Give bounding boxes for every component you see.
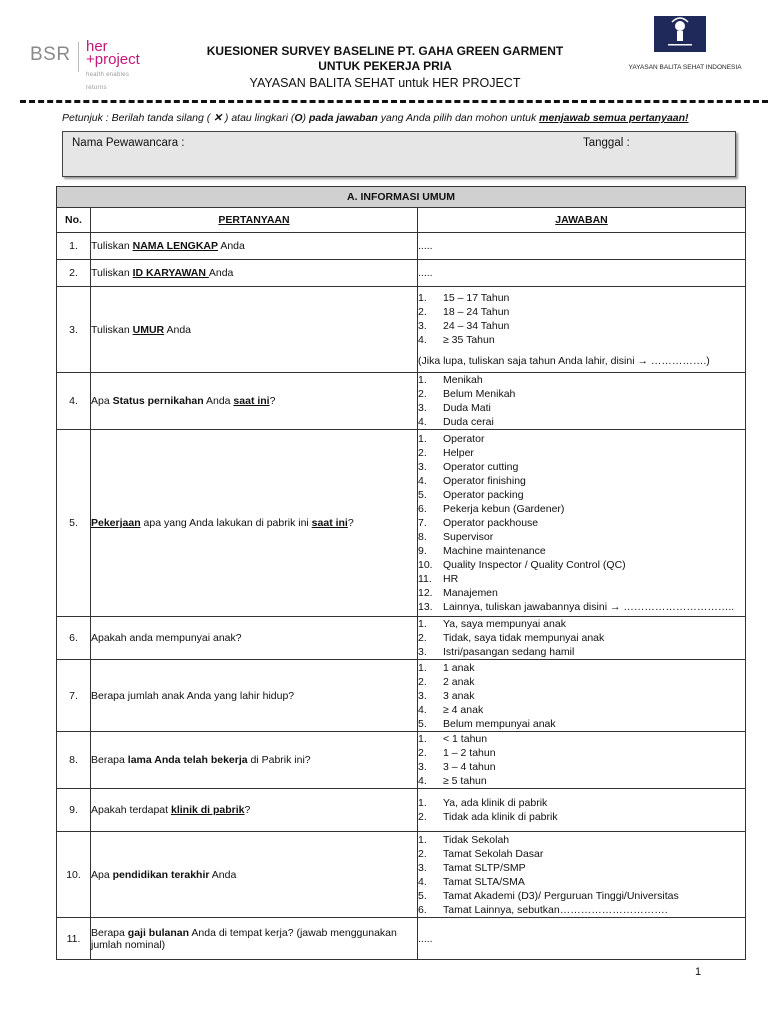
answer-option[interactable] xyxy=(418,401,745,415)
date-label: Tanggal : xyxy=(583,137,630,149)
option-label: Quality Inspector / Quality Control (QC) xyxy=(443,559,626,571)
option-number: 1. xyxy=(418,618,427,630)
row-number: 11. xyxy=(57,918,91,960)
answer-option[interactable] xyxy=(418,732,745,746)
option-label: 3 – 4 tahun xyxy=(443,761,496,773)
option-number: 7. xyxy=(418,517,427,529)
option-label: Belum Menikah xyxy=(443,388,516,400)
answer-options xyxy=(418,661,745,731)
option-number: 4. xyxy=(418,875,427,888)
option-label: Duda Mati xyxy=(443,402,491,414)
option-label: 1 anak xyxy=(443,661,475,674)
answer-option[interactable] xyxy=(418,875,745,889)
title-line-2: UNTUK PEKERJA PRIA xyxy=(318,59,452,73)
answer-cell[interactable] xyxy=(418,287,746,373)
answer-blank: ..... xyxy=(418,267,433,279)
option-number: 1. xyxy=(418,797,427,809)
question-cell xyxy=(91,660,418,732)
answer-options xyxy=(418,291,745,347)
answer-option[interactable] xyxy=(418,760,745,774)
option-label: ≥ 5 tahun xyxy=(443,775,487,787)
option-label: Lainnya, tuliskan jawabannya disini → ………………………….. xyxy=(443,601,735,613)
question-keyword: ID KARYAWAN xyxy=(132,267,209,279)
question-text: Berapa xyxy=(91,754,128,766)
answer-options xyxy=(418,373,745,429)
answer-option[interactable] xyxy=(418,796,745,810)
answer-option[interactable] xyxy=(418,810,745,824)
answer-cell[interactable] xyxy=(418,430,746,617)
option-label: ≥ 35 Tahun xyxy=(443,334,495,346)
answer-option[interactable] xyxy=(418,488,745,502)
question-cell xyxy=(91,617,418,660)
answer-cell[interactable] xyxy=(418,832,746,918)
option-number: 11. xyxy=(418,573,432,585)
option-label: Istri/pasangan sedang hamil xyxy=(443,646,575,658)
question-text: ? xyxy=(347,517,354,529)
option-label: Helper xyxy=(443,447,474,459)
question-cell xyxy=(91,233,418,260)
instructions-text-4: yang Anda pilih dan mohon untuk xyxy=(377,112,540,124)
question-keyword: gaji bulanan xyxy=(127,926,190,939)
row-number: 5. xyxy=(57,430,91,617)
answer-option[interactable] xyxy=(418,746,745,760)
answer-option[interactable] xyxy=(418,333,745,347)
her-logo-text: her xyxy=(86,38,108,55)
option-label: Duda cerai xyxy=(443,416,494,428)
table-row xyxy=(57,832,746,918)
answer-option[interactable] xyxy=(418,291,745,305)
answer-option[interactable] xyxy=(418,617,745,631)
option-number: 1. xyxy=(418,733,427,745)
question-text: ? xyxy=(244,804,251,816)
option-number: 8. xyxy=(418,531,427,543)
table-row xyxy=(57,260,746,287)
row-number: 2. xyxy=(57,260,91,287)
instructions-bold: pada jawaban xyxy=(308,112,378,124)
option-number: 3. xyxy=(418,402,427,414)
option-number: 5. xyxy=(418,489,427,501)
page-number: 1 xyxy=(695,966,702,978)
col-answer-header: JAWABAN xyxy=(418,208,746,233)
row-number: 1. xyxy=(57,233,91,260)
question-text: Berapa xyxy=(91,926,128,939)
answer-option[interactable] xyxy=(418,903,745,917)
header-divider xyxy=(20,100,768,103)
option-number: 10. xyxy=(418,559,433,571)
option-label: Tidak ada klinik di pabrik xyxy=(443,811,558,823)
answer-blank: ..... xyxy=(418,240,433,252)
option-number: 1. xyxy=(418,661,427,674)
answer-options xyxy=(418,796,745,824)
question-keyword: klinik di pabrik xyxy=(170,804,245,816)
question-keyword: Pekerjaan xyxy=(91,517,141,529)
question-text: Apakah terdapat xyxy=(91,804,171,816)
question-text: Apa xyxy=(91,868,113,881)
title-line-1: KUESIONER SURVEY BASELINE PT. GAHA GREEN GARMENT xyxy=(206,44,564,58)
row-number: 4. xyxy=(57,373,91,430)
option-label: Belum mempunyai anak xyxy=(443,717,556,730)
option-label: Pekerja kebun (Gardener) xyxy=(443,503,565,515)
option-number: 5. xyxy=(418,889,427,902)
option-label: Tamat SLTA/SMA xyxy=(443,875,525,888)
answer-option[interactable] xyxy=(418,544,745,558)
option-label: Operator packing xyxy=(443,489,524,501)
option-number: 3. xyxy=(418,861,427,874)
option-label: Operator packhouse xyxy=(443,517,539,529)
answer-option[interactable] xyxy=(418,558,745,572)
answer-option[interactable] xyxy=(418,889,745,903)
question-keyword: Status pernikahan xyxy=(112,395,204,407)
table-row xyxy=(57,789,746,832)
answer-option[interactable] xyxy=(418,446,745,460)
document-title xyxy=(170,44,600,90)
answer-option[interactable] xyxy=(418,387,745,401)
question-text: Berapa jumlah anak Anda yang lahir hidup? xyxy=(91,689,295,702)
table-row xyxy=(57,617,746,660)
survey-table xyxy=(56,186,746,960)
question-cell xyxy=(91,732,418,789)
option-number: 3. xyxy=(418,461,427,473)
cross-mark-icon: ✕ xyxy=(213,112,222,124)
question-cell xyxy=(91,373,418,430)
project-logo-text: +project xyxy=(86,51,140,68)
option-label: Ya, saya mempunyai anak xyxy=(443,618,566,630)
col-no-header: No. xyxy=(57,208,91,233)
option-number: 6. xyxy=(418,503,427,515)
table-header-row xyxy=(57,208,746,233)
answer-option[interactable] xyxy=(418,703,745,717)
answer-option[interactable] xyxy=(418,631,745,645)
question-cell xyxy=(91,832,418,918)
option-number: 4. xyxy=(418,334,427,346)
question-text: Anda xyxy=(203,395,234,407)
answer-option[interactable] xyxy=(418,474,745,488)
answer-option[interactable] xyxy=(418,502,745,516)
title-line-3: YAYASAN BALITA SEHAT untuk HER PROJECT xyxy=(249,76,521,90)
answer-option[interactable] xyxy=(418,572,745,586)
row-number: 7. xyxy=(57,660,91,732)
option-label: Operator cutting xyxy=(443,461,519,473)
answer-option[interactable] xyxy=(418,530,745,544)
question-keyword: pendidikan terakhir xyxy=(112,868,210,881)
option-number: 2. xyxy=(418,447,427,459)
table-row xyxy=(57,430,746,617)
question-text: Anda di tempat kerja? (jawab menggunakan jumlah nominal) xyxy=(91,926,397,951)
answer-option[interactable] xyxy=(418,847,745,861)
option-number: 5. xyxy=(418,717,427,730)
answer-option[interactable] xyxy=(418,516,745,530)
answer-cell[interactable] xyxy=(418,789,746,832)
question-keyword: saat ini xyxy=(233,395,270,407)
option-number: 4. xyxy=(418,703,427,716)
option-label: Operator finishing xyxy=(443,475,526,487)
interviewer-box[interactable] xyxy=(62,131,736,177)
question-cell xyxy=(91,260,418,287)
answer-option[interactable] xyxy=(418,645,745,659)
option-number: 3. xyxy=(418,320,427,332)
instructions-text-3: ) xyxy=(302,112,309,124)
option-number: 2. xyxy=(418,847,427,860)
option-label: 1 – 2 tahun xyxy=(443,747,496,759)
option-number: 1. xyxy=(418,374,427,386)
question-text: Anda xyxy=(164,323,192,336)
option-number: 2. xyxy=(418,747,427,759)
question-text: apa yang Anda lakukan di pabrik ini xyxy=(140,517,312,529)
question-text: Anda xyxy=(218,240,245,252)
question-cell xyxy=(91,789,418,832)
answer-note: (Jika lupa, tuliskan saja tahun Anda lahir, disini → …………….) xyxy=(418,355,710,367)
answer-option[interactable] xyxy=(418,689,745,703)
table-row xyxy=(57,287,746,373)
answer-options xyxy=(418,833,745,917)
table-row xyxy=(57,373,746,430)
answer-options xyxy=(418,617,745,659)
answer-cell[interactable] xyxy=(418,233,746,260)
question-keyword: NAMA LENGKAP xyxy=(132,240,218,252)
col-question-header: PERTANYAAN xyxy=(91,208,418,233)
answer-option[interactable] xyxy=(418,460,745,474)
answer-cell[interactable] xyxy=(418,260,746,287)
option-number: 2. xyxy=(418,632,427,644)
yayasan-logo xyxy=(654,16,706,52)
option-label: Manajemen xyxy=(443,587,498,599)
option-number: 3. xyxy=(418,689,427,702)
answer-option[interactable] xyxy=(418,305,745,319)
answer-option[interactable] xyxy=(418,319,745,333)
answer-options xyxy=(418,432,745,614)
question-text: ? xyxy=(269,395,276,407)
answer-option[interactable] xyxy=(418,586,745,600)
question-cell xyxy=(91,287,418,373)
option-number: 4. xyxy=(418,416,427,428)
option-number: 2. xyxy=(418,811,427,823)
answer-option[interactable] xyxy=(418,600,745,614)
question-text: Anda xyxy=(208,267,234,279)
option-label: Tidak, saya tidak mempunyai anak xyxy=(443,632,605,644)
yayasan-logo-caption: YAYASAN BALITA SEHAT INDONESIA xyxy=(628,64,742,71)
option-label: HR xyxy=(443,573,459,585)
answer-blank: ..... xyxy=(418,932,433,945)
answer-option[interactable] xyxy=(418,661,745,675)
option-number: 4. xyxy=(418,475,427,487)
question-text: Anda xyxy=(209,868,237,881)
question-text: Apa xyxy=(91,395,113,407)
option-label: ≥ 4 anak xyxy=(443,703,484,716)
bsr-logo-text: BSR xyxy=(30,44,71,65)
row-number: 8. xyxy=(57,732,91,789)
instructions-text-2: ) atau lingkari ( xyxy=(222,112,295,124)
option-number: 1. xyxy=(418,292,427,304)
section-title: A. INFORMASI UMUM xyxy=(57,187,746,208)
question-keyword: UMUR xyxy=(132,323,165,336)
option-number: 9. xyxy=(418,545,427,557)
instructions xyxy=(62,112,689,124)
row-number: 10. xyxy=(57,832,91,918)
answer-option[interactable] xyxy=(418,675,745,689)
instructions-underline: menjawab semua pertanyaan! xyxy=(539,112,689,124)
question-text: Apakah anda mempunyai anak? xyxy=(91,632,242,644)
option-label: Ya, ada klinik di pabrik xyxy=(443,797,548,809)
option-label: Tamat Sekolah Dasar xyxy=(443,847,544,860)
question-text: Tuliskan xyxy=(91,240,133,252)
option-label: 18 – 24 Tahun xyxy=(443,306,510,318)
question-cell xyxy=(91,918,418,960)
question-text: di Pabrik ini? xyxy=(247,754,311,766)
option-number: 3. xyxy=(418,761,427,773)
option-label: Supervisor xyxy=(443,531,494,543)
option-number: 1. xyxy=(418,433,427,445)
answer-cell[interactable] xyxy=(418,617,746,660)
answer-cell[interactable] xyxy=(418,373,746,430)
logo-tagline: health enables returns xyxy=(86,72,130,91)
option-number: 12. xyxy=(418,587,433,599)
option-number: 2. xyxy=(418,306,427,318)
herproject-logo xyxy=(86,40,140,95)
option-number: 3. xyxy=(418,646,427,658)
option-number: 13. xyxy=(418,601,433,613)
option-label: 15 – 17 Tahun xyxy=(443,292,510,304)
answer-option[interactable] xyxy=(418,717,745,731)
table-row xyxy=(57,660,746,732)
answer-option[interactable] xyxy=(418,415,745,429)
option-label: Tamat Akademi (D3)/ Perguruan Tinggi/Universitas xyxy=(443,889,679,902)
section-header-row xyxy=(57,187,746,208)
answer-option[interactable] xyxy=(418,861,745,875)
question-text: Tuliskan xyxy=(91,267,133,279)
table-row xyxy=(57,732,746,789)
interviewer-name-label: Nama Pewawancara : xyxy=(72,137,185,149)
option-label: Operator xyxy=(443,433,485,445)
question-keyword: saat ini xyxy=(311,517,348,529)
table-row xyxy=(57,918,746,960)
option-label: Machine maintenance xyxy=(443,545,546,557)
option-label: Tidak Sekolah xyxy=(443,833,510,846)
option-label: < 1 tahun xyxy=(443,733,488,745)
answer-options xyxy=(418,732,745,788)
option-label: Tamat SLTP/SMP xyxy=(443,861,526,874)
answer-option[interactable] xyxy=(418,432,745,446)
question-text: Tuliskan xyxy=(91,323,133,336)
answer-option[interactable] xyxy=(418,774,745,788)
row-number: 6. xyxy=(57,617,91,660)
option-number: 2. xyxy=(418,675,427,688)
option-number: 2. xyxy=(418,388,427,400)
circle-mark: O xyxy=(294,112,303,124)
option-label: 24 – 34 Tahun xyxy=(443,320,510,332)
option-label: 2 anak xyxy=(443,675,475,688)
logo-divider xyxy=(78,42,79,72)
row-number: 9. xyxy=(57,789,91,832)
option-label: Menikah xyxy=(443,374,483,386)
option-number: 6. xyxy=(418,903,427,916)
row-number: 3. xyxy=(57,287,91,373)
option-label: 3 anak xyxy=(443,689,475,702)
answer-option[interactable] xyxy=(418,833,745,847)
answer-cell[interactable] xyxy=(418,732,746,789)
table-row xyxy=(57,233,746,260)
option-number: 1. xyxy=(418,833,427,846)
answer-cell[interactable] xyxy=(418,660,746,732)
answer-cell[interactable] xyxy=(418,918,746,960)
instructions-text-1: Petunjuk : Berilah tanda silang ( xyxy=(62,112,214,124)
yayasan-logo-icon xyxy=(654,16,706,52)
option-number: 4. xyxy=(418,775,427,787)
question-cell xyxy=(91,430,418,617)
question-keyword: lama Anda telah bekerja xyxy=(127,754,248,766)
option-label: Tamat Lainnya, sebutkan…………………………. xyxy=(443,903,668,916)
answer-option[interactable] xyxy=(418,373,745,387)
